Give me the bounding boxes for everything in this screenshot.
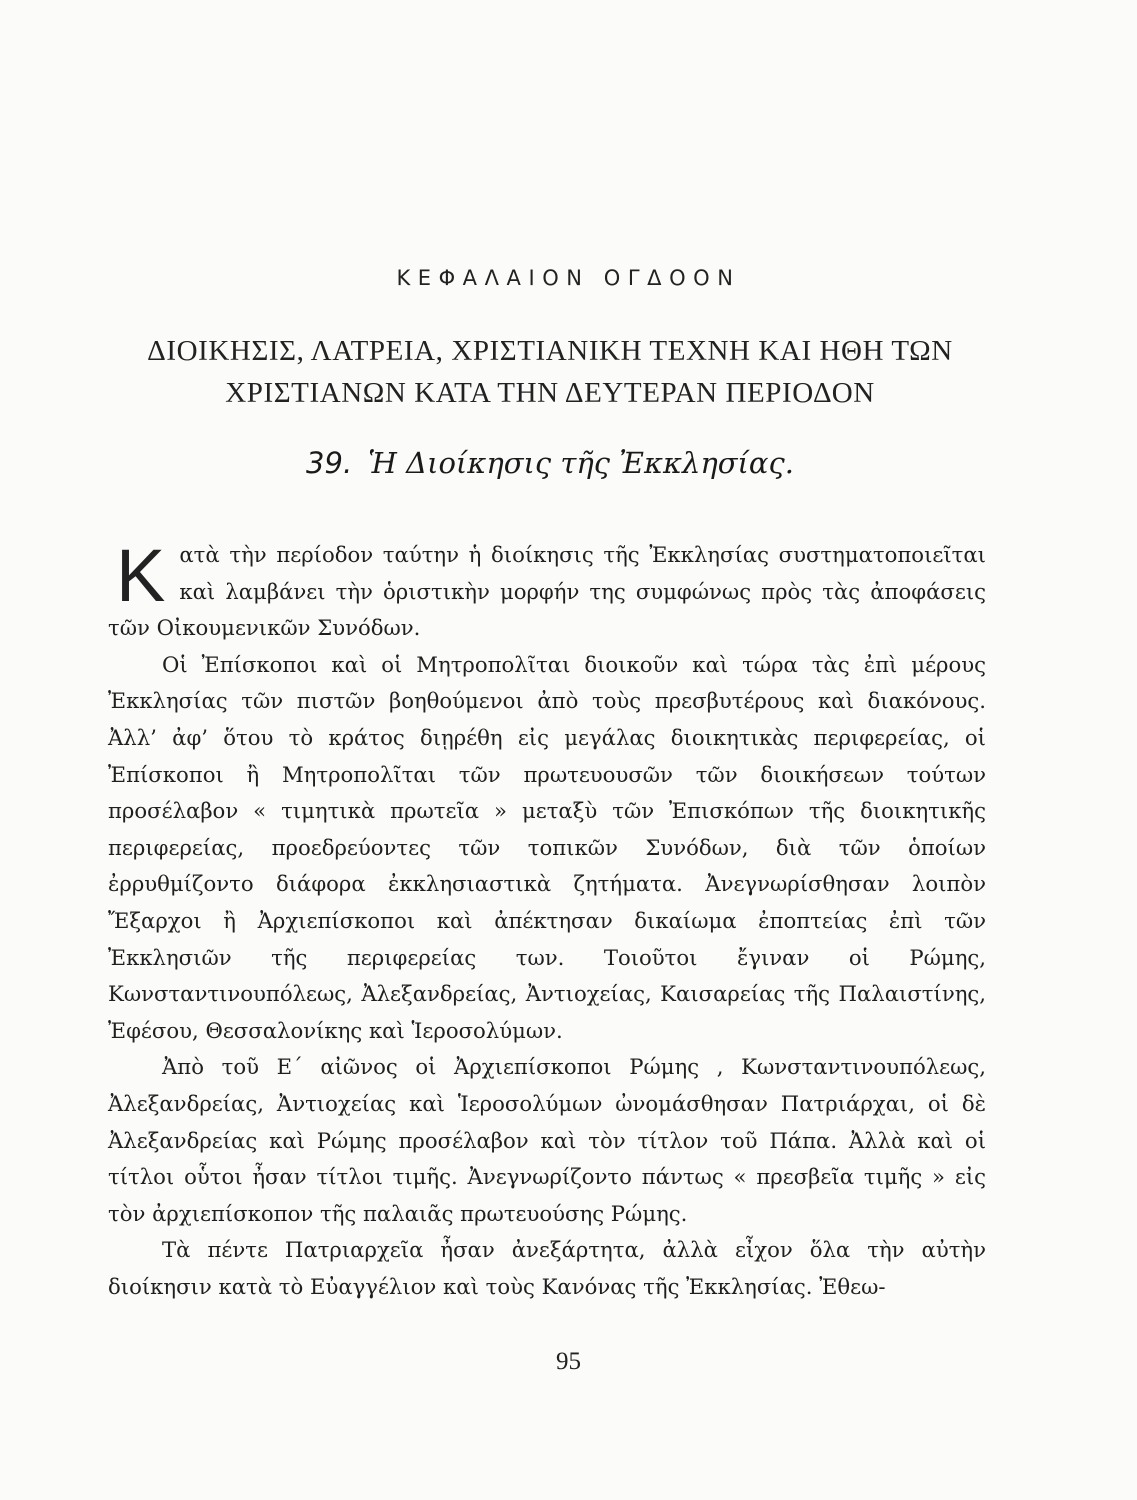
paragraph-3: Ἀπὸ τοῦ Ε´ αἰῶνος οἱ Ἀρχιεπίσκοποι Ρώμης , Κωνσταντινουπόλεως, Ἀλεξανδρείας, Ἀντιοχείας καὶ Ἱεροσολύμων ὠνομάσθησαν Πατριάρχαι, οἱ δὲ Ἀλεξανδρείας καὶ Ρώμης προσέλαβον καὶ τὸν τίτλον τοῦ Πάπα. Ἀλλὰ καὶ οἱ τίτλοι οὗτοι ἦσαν τίτλοι τιμῆς. Ἀνεγνωρίζοντο πάντως « πρεσβεῖα τιμῆς » εἰς τὸν ἀρχιεπίσκοπον τῆς παλαιᾶς πρωτευούσης Ρώμης. xyxy=(108,1054,986,1226)
paragraph-1 xyxy=(108,534,986,647)
section-title: Ἡ Διοίκησις τῆς Ἐκκλησίας. xyxy=(368,446,794,480)
chapter-title-line-2: ΧΡΙΣΤΙΑΝΩΝ ΚΑΤΑ ΤΗΝ ΔΕΥΤΕΡΑΝ ΠΕΡΙΟΔΟΝ xyxy=(225,377,875,409)
chapter-title xyxy=(110,330,990,414)
chapter-label: ΚΕΦΑΛΑΙΟΝ ΟΓΔΟΟΝ xyxy=(396,266,741,290)
page-number: 95 xyxy=(556,1348,581,1375)
paragraph-1-text: ατὰ τὴν περίοδον ταύτην ἡ διοίκησις τῆς Ἐκκλησίας συστηματοποιεῖται καὶ λαμβάνει τὴν ὁριστικὴν μορφήν της συμφώνως πρὸς τὰς ἀποφάσεις τῶν Οἰκουμενικῶν Συνόδων. xyxy=(108,542,986,641)
body-text xyxy=(108,534,986,1305)
chapter-title-line-1: ΔΙΟΙΚΗΣΙΣ, ΛΑΤΡΕΙΑ, ΧΡΙΣΤΙΑΝΙΚΗ ΤΕΧΝΗ ΚΑΙ ΗΘΗ ΤΩΝ xyxy=(147,335,953,367)
paragraph-2: Οἱ Ἐπίσκοποι καὶ οἱ Μητροπολῖται διοικοῦν καὶ τώρα τὰς ἐπὶ μέρους Ἐκκλησίας τῶν πιστῶν βοηθούμενοι ἀπὸ τοὺς πρεσβυτέρους καὶ διακόνους. Ἀλλ’ ἀφ’ ὅτου τὸ κράτος διῃρέθη εἰς μεγάλας διοικητικὰς περιφερείας, οἱ Ἐπίσκοποι ἢ Μητροπολῖται τῶν πρωτευουσῶν τῶν διοικήσεων τούτων προσέλαβον « τιμητικὰ πρωτεῖα » μεταξὺ τῶν Ἐπισκόπων τῆς διοικητικῆς περιφερείας, προεδρεύοντες τῶν τοπικῶν Συνόδων, διὰ τῶν ὁποίων ἐρρυθμίζοντο διάφορα ἐκκλησιαστικὰ ζητήματα. Ἀνεγνωρίσθησαν λοιπὸν Ἔξαρχοι ἢ Ἀρχιεπίσκοποι καὶ ἀπέκτησαν δικαίωμα ἐποπτείας ἐπὶ τῶν Ἐκκλησιῶν τῆς περιφερείας των. Τοιοῦτοι ἔγιναν οἱ Ρώμης, Κωνσταντινουπόλεως, Ἀλεξανδρείας, Ἀντιοχείας, Καισαρείας τῆς Παλαιστίνης, Ἐφέσου, Θεσσαλονίκης καὶ Ἱεροσολύμων. xyxy=(108,651,986,1043)
section-number: 39. xyxy=(306,446,353,480)
paragraph-4: Τὰ πέντε Πατριαρχεῖα ἦσαν ἀνεξάρτητα, ἀλλὰ εἶχον ὅλα τὴν αὐτὴν διοίκησιν κατὰ τὸ Εὐαγγέλιον καὶ τοὺς Κανόνας τῆς Ἐκκλησίας. Ἐθεω- xyxy=(108,1237,986,1299)
drop-cap: Κ xyxy=(116,534,166,617)
section-heading xyxy=(110,446,990,480)
